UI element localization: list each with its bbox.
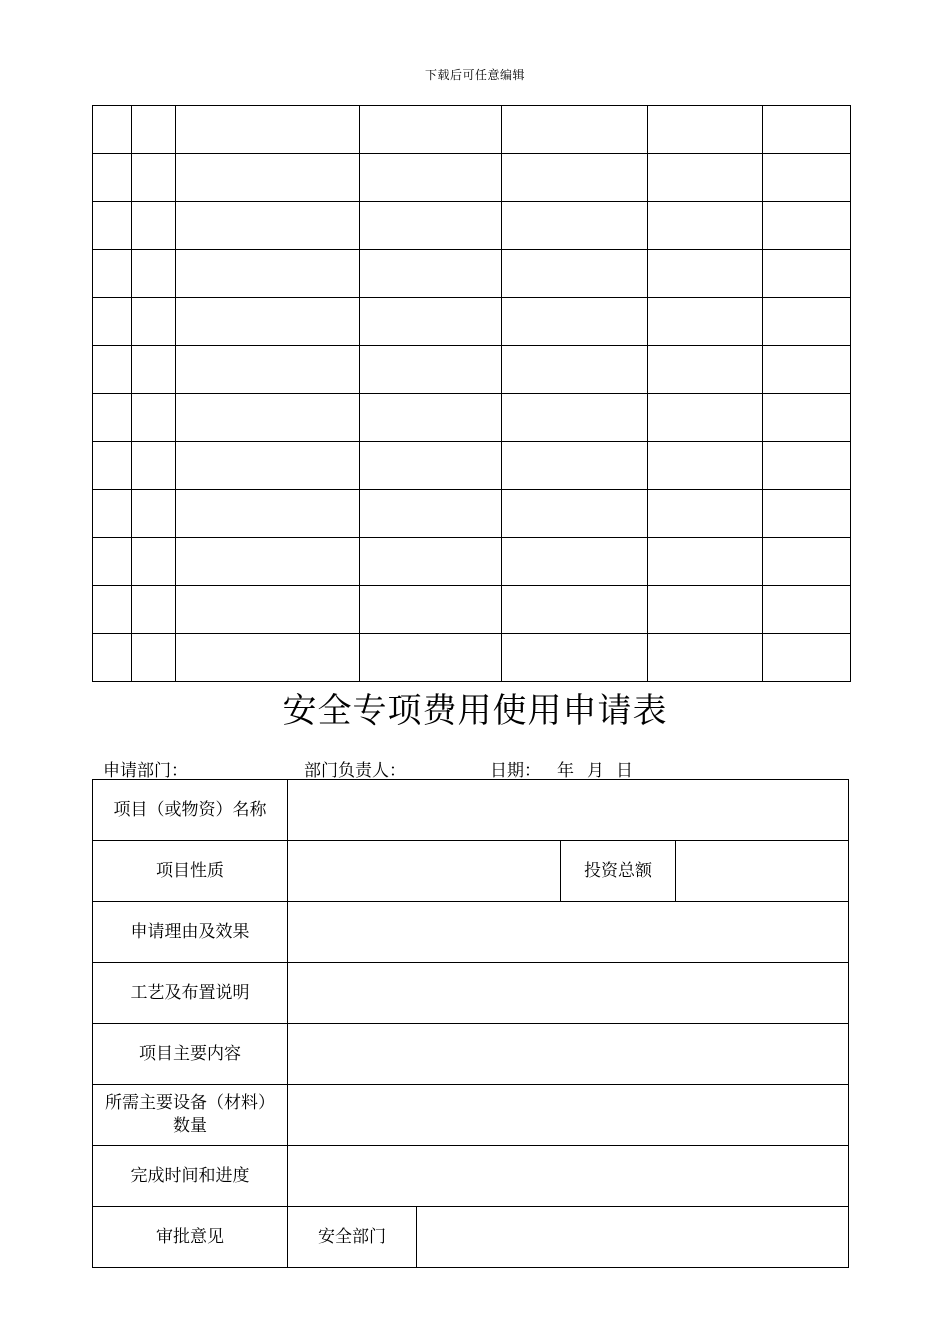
grid-cell[interactable] — [763, 298, 851, 346]
grid-cell[interactable] — [132, 154, 176, 202]
grid-cell[interactable] — [176, 634, 360, 682]
grid-cell[interactable] — [502, 394, 648, 442]
grid-cell[interactable] — [502, 538, 648, 586]
grid-cell[interactable] — [132, 106, 176, 154]
grid-cell[interactable] — [502, 202, 648, 250]
label-reason-effect: 申请理由及效果 — [93, 902, 288, 963]
grid-cell[interactable] — [176, 298, 360, 346]
grid-cell[interactable] — [132, 634, 176, 682]
grid-cell[interactable] — [648, 154, 763, 202]
grid-cell[interactable] — [360, 394, 502, 442]
grid-cell[interactable] — [648, 442, 763, 490]
form-row-equipment — [93, 1085, 849, 1146]
grid-cell[interactable] — [502, 634, 648, 682]
grid-cell[interactable] — [360, 538, 502, 586]
form-row-approval — [93, 1207, 849, 1268]
grid-cell[interactable] — [132, 394, 176, 442]
label-completion-time: 完成时间和进度 — [93, 1146, 288, 1207]
grid-cell[interactable] — [763, 442, 851, 490]
input-reason-effect[interactable] — [288, 902, 849, 963]
input-equipment-qty[interactable] — [288, 1085, 849, 1146]
date-label: 日期： — [490, 761, 541, 781]
grid-cell[interactable] — [502, 298, 648, 346]
grid-cell[interactable] — [176, 250, 360, 298]
grid-row — [93, 394, 851, 442]
label-project-nature: 项目性质 — [93, 841, 288, 902]
form-row-completion — [93, 1146, 849, 1207]
grid-cell[interactable] — [763, 106, 851, 154]
application-form-table — [92, 779, 849, 1268]
grid-cell[interactable] — [763, 634, 851, 682]
grid-cell[interactable] — [176, 442, 360, 490]
form-row-reason — [93, 902, 849, 963]
input-total-investment[interactable] — [676, 841, 849, 902]
grid-cell[interactable] — [132, 538, 176, 586]
grid-cell[interactable] — [360, 106, 502, 154]
grid-cell[interactable] — [502, 106, 648, 154]
date-month: 月 — [587, 761, 604, 781]
grid-cell[interactable] — [132, 442, 176, 490]
grid-row — [93, 442, 851, 490]
grid-cell[interactable] — [648, 394, 763, 442]
grid-cell[interactable] — [763, 394, 851, 442]
grid-cell[interactable] — [176, 586, 360, 634]
grid-cell[interactable] — [648, 346, 763, 394]
grid-cell[interactable] — [93, 490, 132, 538]
grid-cell[interactable] — [132, 250, 176, 298]
grid-cell[interactable] — [176, 346, 360, 394]
grid-cell[interactable] — [93, 442, 132, 490]
form-row-process — [93, 963, 849, 1024]
grid-cell[interactable] — [360, 586, 502, 634]
grid-cell[interactable] — [763, 346, 851, 394]
grid-cell[interactable] — [93, 298, 132, 346]
grid-row — [93, 490, 851, 538]
grid-cell[interactable] — [360, 154, 502, 202]
grid-row — [93, 202, 851, 250]
grid-cell[interactable] — [93, 250, 132, 298]
grid-cell[interactable] — [360, 250, 502, 298]
grid-cell[interactable] — [132, 202, 176, 250]
grid-row — [93, 106, 851, 154]
input-project-nature[interactable] — [288, 841, 561, 902]
grid-cell[interactable] — [176, 202, 360, 250]
grid-cell[interactable] — [502, 346, 648, 394]
input-project-name[interactable] — [288, 780, 849, 841]
grid-cell[interactable] — [360, 634, 502, 682]
grid-cell[interactable] — [648, 538, 763, 586]
grid-row — [93, 298, 851, 346]
grid-cell[interactable] — [132, 586, 176, 634]
grid-cell[interactable] — [648, 298, 763, 346]
grid-row — [93, 538, 851, 586]
form-title: 安全专项费用使用申请表 — [282, 691, 668, 731]
label-approval: 审批意见 — [93, 1207, 288, 1268]
label-equipment-qty — [93, 1085, 288, 1146]
grid-row — [93, 154, 851, 202]
grid-cell[interactable] — [176, 394, 360, 442]
form-row-project-nature — [93, 841, 849, 902]
grid-cell[interactable] — [502, 154, 648, 202]
grid-cell[interactable] — [502, 442, 648, 490]
grid-cell[interactable] — [93, 202, 132, 250]
grid-row — [93, 346, 851, 394]
grid-cell[interactable] — [648, 106, 763, 154]
blank-grid-table — [92, 105, 851, 682]
dept-label: 申请部门： — [103, 761, 188, 781]
grid-cell[interactable] — [502, 586, 648, 634]
grid-cell[interactable] — [132, 490, 176, 538]
grid-cell[interactable] — [648, 634, 763, 682]
label-safety-dept: 安全部门 — [288, 1207, 417, 1268]
grid-cell[interactable] — [502, 250, 648, 298]
grid-cell[interactable] — [502, 490, 648, 538]
grid-cell[interactable] — [176, 490, 360, 538]
grid-cell[interactable] — [360, 298, 502, 346]
grid-cell[interactable] — [763, 490, 851, 538]
grid-cell[interactable] — [93, 106, 132, 154]
grid-cell[interactable] — [360, 490, 502, 538]
grid-cell[interactable] — [176, 106, 360, 154]
label-process-layout: 工艺及布置说明 — [93, 963, 288, 1024]
input-safety-dept-opinion[interactable] — [417, 1207, 849, 1268]
grid-cell[interactable] — [93, 394, 132, 442]
grid-cell[interactable] — [176, 538, 360, 586]
grid-cell[interactable] — [176, 154, 360, 202]
grid-cell[interactable] — [93, 634, 132, 682]
input-process-layout[interactable] — [288, 963, 849, 1024]
dept-head-label: 部门负责人： — [304, 761, 406, 781]
grid-cell[interactable] — [763, 250, 851, 298]
page-header-note: 下载后可任意编辑 — [424, 68, 525, 82]
grid-cell[interactable] — [648, 490, 763, 538]
form-row-content — [93, 1024, 849, 1085]
grid-cell[interactable] — [93, 154, 132, 202]
label-main-content: 项目主要内容 — [93, 1024, 288, 1085]
date-year: 年 — [557, 761, 574, 781]
grid-cell[interactable] — [763, 586, 851, 634]
grid-cell[interactable] — [360, 346, 502, 394]
label-project-name: 项目（或物资）名称 — [93, 780, 288, 841]
grid-cell[interactable] — [648, 586, 763, 634]
grid-cell[interactable] — [648, 250, 763, 298]
form-row-project-name — [93, 780, 849, 841]
grid-row — [93, 586, 851, 634]
label-total-investment: 投资总额 — [561, 841, 676, 902]
label-equipment-qty-text: 所需主要设备（材料）数量 — [105, 1093, 275, 1136]
grid-cell[interactable] — [93, 346, 132, 394]
grid-cell[interactable] — [93, 538, 132, 586]
grid-cell[interactable] — [763, 202, 851, 250]
grid-cell[interactable] — [360, 442, 502, 490]
grid-cell[interactable] — [132, 346, 176, 394]
grid-row — [93, 250, 851, 298]
grid-row — [93, 634, 851, 682]
grid-cell[interactable] — [132, 298, 176, 346]
grid-cell[interactable] — [763, 538, 851, 586]
grid-cell[interactable] — [648, 202, 763, 250]
grid-cell[interactable] — [360, 202, 502, 250]
date-day: 日 — [616, 761, 633, 781]
input-completion-time[interactable] — [288, 1146, 849, 1207]
grid-cell[interactable] — [93, 586, 132, 634]
input-main-content[interactable] — [288, 1024, 849, 1085]
grid-cell[interactable] — [763, 154, 851, 202]
